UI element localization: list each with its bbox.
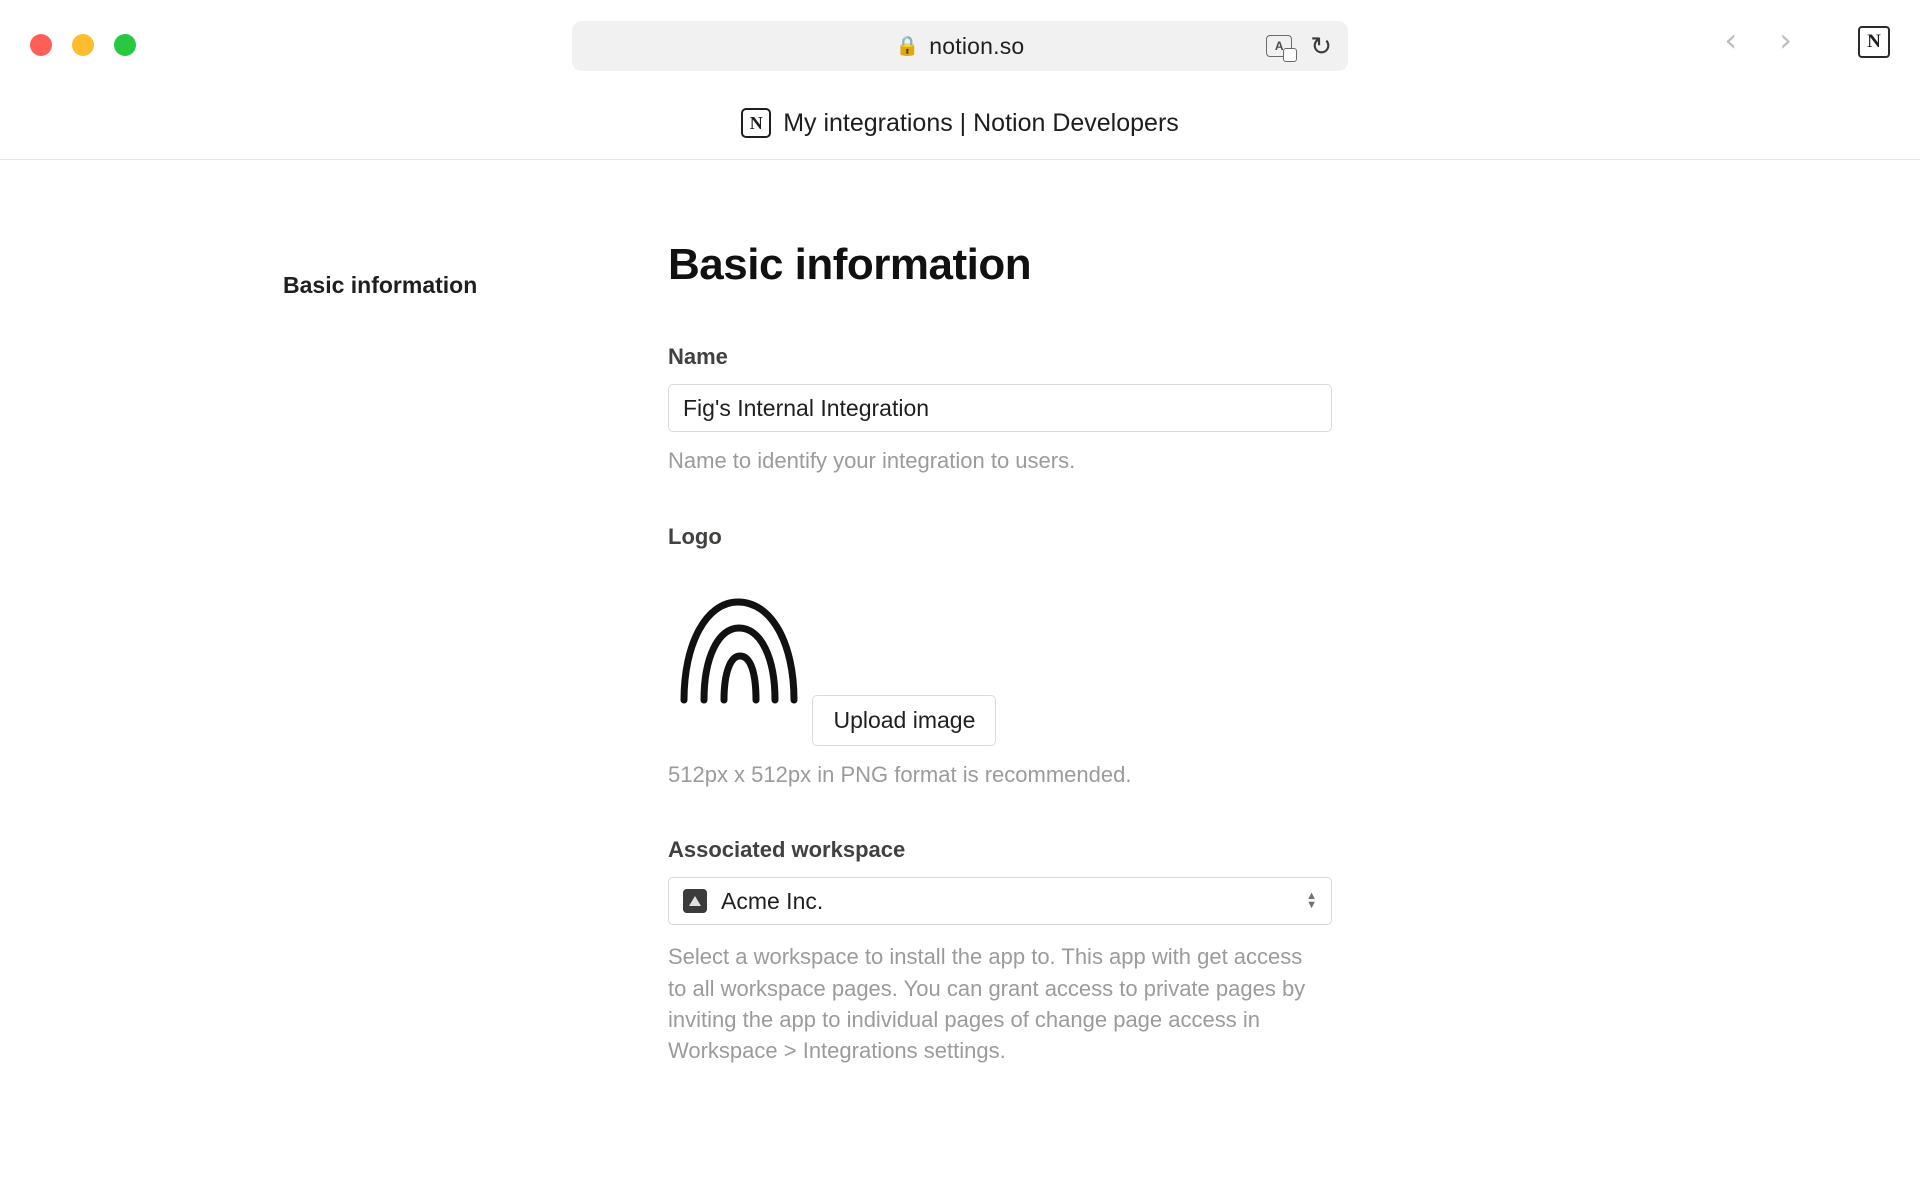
chevron-up-icon: ▲ bbox=[1306, 890, 1317, 903]
workspace-avatar-icon bbox=[683, 889, 707, 913]
lock-icon: 🔒 bbox=[895, 35, 920, 57]
workspace-select[interactable] bbox=[668, 877, 1332, 925]
url-text: notion.so bbox=[929, 32, 1025, 59]
workspace-helper-text: Select a workspace to install the app to. This app with get access to all workspace pages. You can grant access to private pages by inviting the app to individual pages of change page access in Workspace > Integrations settings. bbox=[668, 944, 1306, 1064]
navigation-arrows bbox=[1724, 21, 1792, 59]
main-content bbox=[668, 240, 1368, 1114]
tab-title[interactable]: My integrations | Notion Developers bbox=[783, 108, 1179, 137]
back-button[interactable]: ‹ bbox=[1724, 21, 1738, 59]
chevron-updown-icon[interactable] bbox=[1306, 890, 1317, 912]
address-bar[interactable] bbox=[572, 21, 1348, 71]
maximize-window-button[interactable] bbox=[114, 34, 136, 56]
browser-chrome bbox=[0, 0, 1920, 160]
address-bar-actions bbox=[1266, 21, 1332, 71]
chevron-down-icon: ▼ bbox=[1306, 899, 1317, 912]
workspace-label: Associated workspace bbox=[668, 837, 906, 863]
tab-bar bbox=[0, 108, 1920, 138]
window-traffic-lights bbox=[30, 34, 136, 56]
logo-field-group bbox=[668, 524, 1368, 790]
integration-logo-image bbox=[676, 588, 808, 706]
close-window-button[interactable] bbox=[30, 34, 52, 56]
notion-favicon-icon: N bbox=[741, 108, 771, 138]
forward-button[interactable]: › bbox=[1779, 21, 1792, 59]
workspace-field-group bbox=[668, 837, 1368, 1066]
name-input[interactable] bbox=[668, 384, 1332, 432]
minimize-window-button[interactable] bbox=[72, 34, 94, 56]
upload-image-button[interactable]: Upload image bbox=[812, 695, 996, 746]
logo-label: Logo bbox=[668, 523, 722, 549]
workspace-avatar bbox=[683, 889, 707, 913]
page-body bbox=[0, 160, 1920, 1200]
notion-app-icon[interactable]: N bbox=[1858, 26, 1890, 58]
name-helper-text: Name to identify your integration to users. bbox=[668, 448, 1076, 473]
name-label: Name bbox=[668, 344, 728, 369]
name-field-group bbox=[668, 344, 1368, 476]
reload-icon[interactable]: ↻ bbox=[1310, 31, 1332, 61]
sidebar-item-basic-information[interactable]: Basic information bbox=[283, 272, 478, 298]
page-title: Basic information bbox=[668, 240, 1032, 289]
translate-icon[interactable]: A bbox=[1266, 35, 1292, 57]
settings-sidebar bbox=[283, 272, 543, 299]
workspace-selected-value: Acme Inc. bbox=[721, 887, 824, 914]
logo-helper-text: 512px x 512px in PNG format is recommended. bbox=[668, 761, 1132, 787]
